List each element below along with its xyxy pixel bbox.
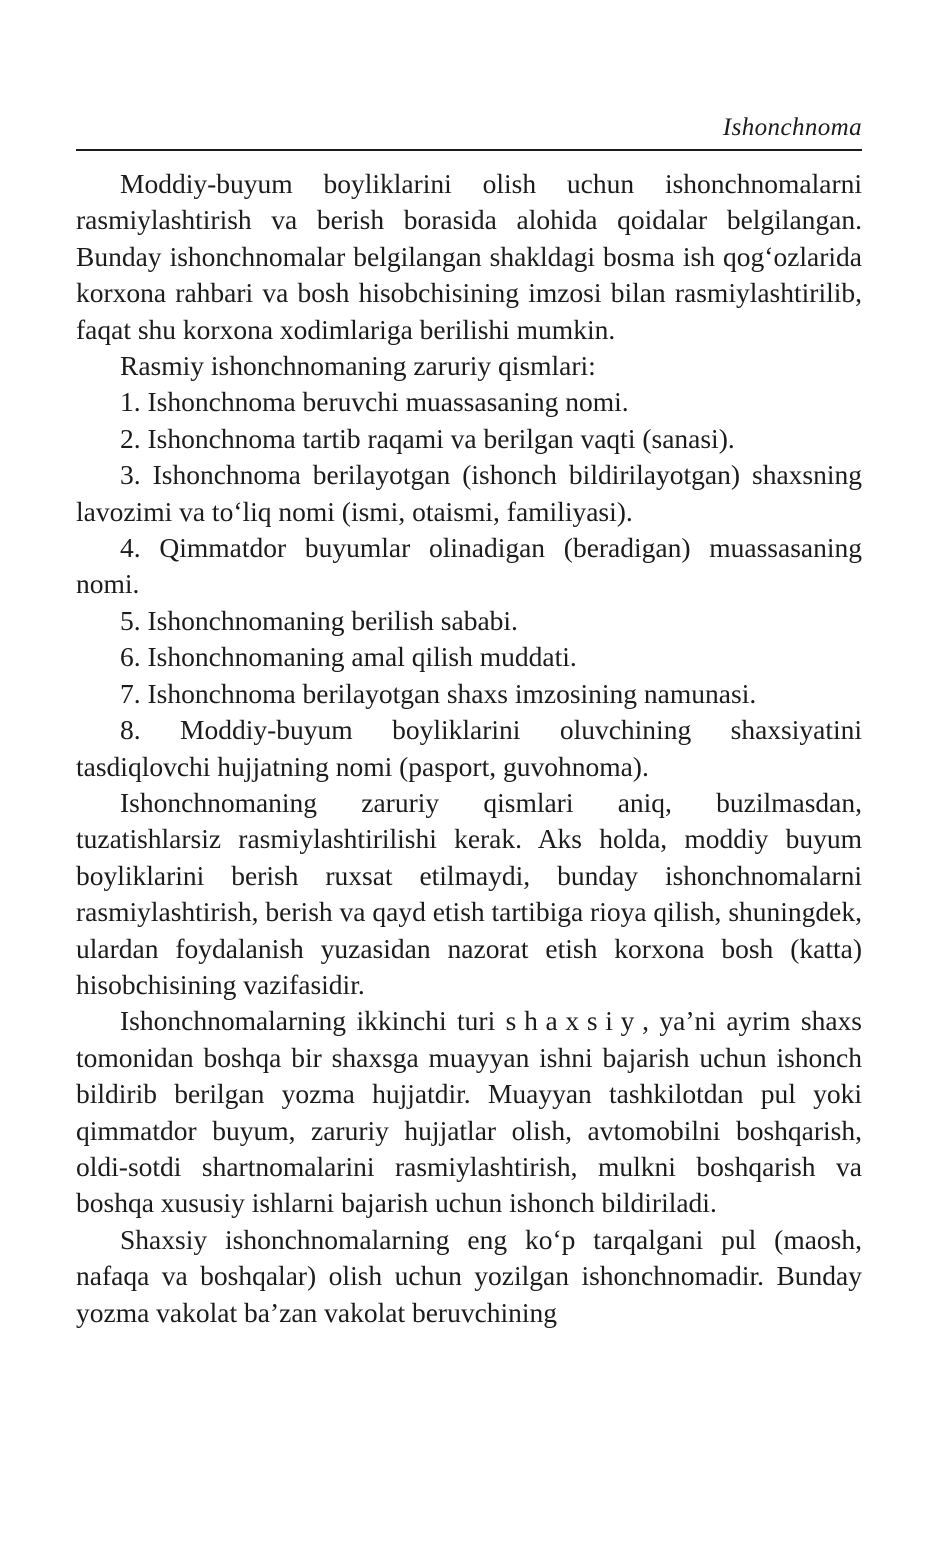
list-item-4: 4. Qimmatdor buyumlar olinadigan (beradigan) muassasaning nomi. [76,532,862,600]
list-item-7: 7. Ishonchnoma berilayotgan shaxs imzosining namunasi. [120,677,757,709]
emphasis-personal: shaxsiy [505,1005,643,1037]
paragraph-intro: Moddiy-buyum boyliklarini olish uchun ishonchnomalarni rasmiylashtirish va berish borasida alohida qoidalar belgilangan. Bunday ishonchnomalar belgilangan shakldagi bosma ish qog‘ozlarida korxona rahbari va bosh hisobchisining imzosi bilan rasmiylashtirilib, faqat shu korxona xodimlariga berilishi mumkin. [76,168,862,345]
paragraph-requirements: Ishonchnomaning zaruriy qismlari aniq, buzilmasdan, tuzatishlarsiz rasmiylashtirilishi kerak. Aks holda, moddiy buyum boyliklarini berish ruxsat etilmaydi, bunday ishonchnomalarni rasmiylashtirish, berish va qayd etish tartibiga rioya qilish, shuningdek, ulardan foydalanish yuzasidan nazorat etish korxona bosh (katta) hisobchisining vazifasidir. [76,786,862,1000]
header-rule [76,149,862,151]
list-item-3: 3. Ishonchnoma berilayotgan (ishonch bildirilayotgan) shaxsning lavozimi va to‘liq nomi (ismi, otaismi, familiyasi). [76,459,862,527]
running-header: Ishonchnoma [722,114,862,141]
list-item-6: 6. Ishonchnomaning amal qilish muddati. [120,641,577,673]
paragraph-personal-rest: , ya’ni ayrim shaxs tomonidan boshqa bir shaxsga muayyan ishni bajarish uchun ishonch bildirib berilgan yozma hujjatdir. Muayyan tashkilotdan pul yoki qimmatdor buyum, zaruriy hujjatlar olish, avtomobilni boshqarish, oldi-sotdi shartnomalarini rasmiylashtirish, mulkni boshqarish va boshqa xususiy ishlarni bajarish uchun ishonch bildiriladi. [76,1005,862,1219]
paragraph-personal-start: Ishonchnomalarning ikkinchi turi [120,1005,506,1037]
list-intro: Rasmiy ishonchnomaning zaruriy qismlari: [120,350,596,382]
list-item-8: 8. Moddiy-buyum boyliklarini oluvchining shaxsiyatini tasdiqlovchi hujjatning nomi (pasport, guvohnoma). [76,714,862,782]
body-text [76,166,862,1331]
paragraph-personal [76,1003,862,1221]
paragraph-common: Shaxsiy ishonchnomalarning eng ko‘p tarqalgani pul (maosh, nafaqa va boshqalar) olish uchun yozilgan ishonchnomadir. Bunday yozma vakolat ba’zan vakolat beruvchining [76,1223,862,1328]
list-item-5: 5. Ishonchnomaning berilish sababi. [120,604,518,636]
list-item-2: 2. Ishonchnoma tartib raqami va berilgan vaqti (sanasi). [120,422,735,454]
list-item-1: 1. Ishonchnoma beruvchi muassasaning nomi. [120,386,629,418]
